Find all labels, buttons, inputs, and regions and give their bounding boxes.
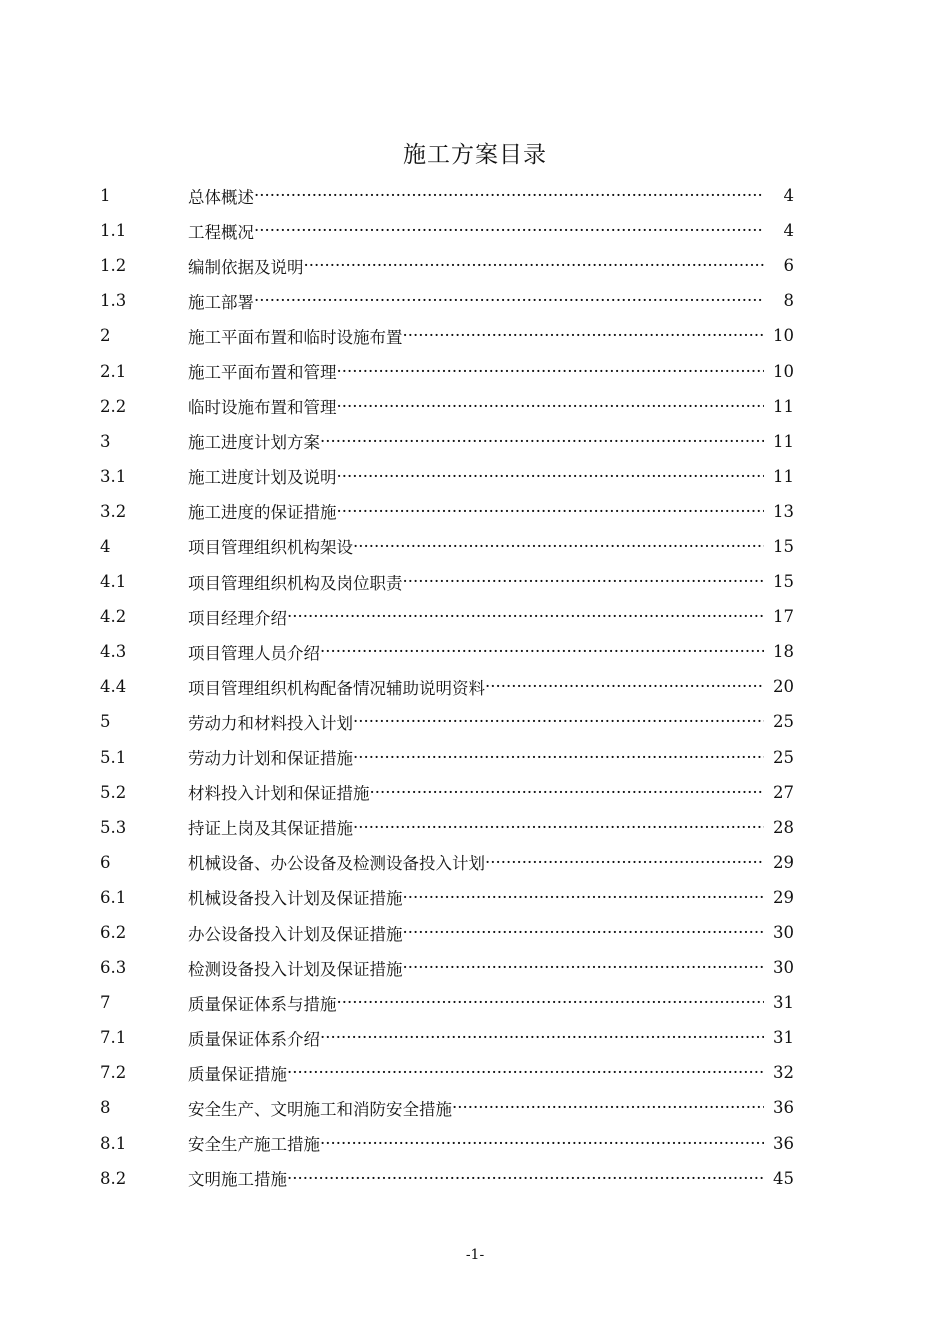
toc-leader-dots xyxy=(353,818,764,837)
toc-entry-number: 5.2 xyxy=(100,782,127,802)
toc-leader-dots xyxy=(337,467,765,486)
toc-entry-page: 36 xyxy=(773,1133,794,1153)
toc-entry[interactable] xyxy=(100,1020,794,1055)
toc-entry-number: 1.2 xyxy=(100,256,127,276)
toc-entry-number: 7 xyxy=(100,993,111,1013)
toc-entry-number: 6.3 xyxy=(100,958,127,978)
toc-entry-page: 30 xyxy=(773,923,794,943)
toc-entry[interactable] xyxy=(100,389,794,424)
toc-leader-dots xyxy=(254,186,764,205)
toc-entry[interactable] xyxy=(100,1090,794,1125)
toc-entry[interactable] xyxy=(100,915,794,950)
toc-entry[interactable] xyxy=(100,704,794,739)
toc-entry-page: 20 xyxy=(773,677,794,697)
toc-entry[interactable] xyxy=(100,494,794,529)
toc-entry-page: 15 xyxy=(773,536,794,556)
toc-entry-title: 项目经理介绍 xyxy=(188,608,287,628)
toc-entry[interactable] xyxy=(100,213,794,248)
page-number: -1- xyxy=(465,1247,485,1263)
toc-entry-page: 8 xyxy=(783,291,794,311)
toc-entry-page: 17 xyxy=(773,607,794,627)
toc-entry-number: 2 xyxy=(100,326,111,346)
toc-leader-dots xyxy=(320,1028,764,1047)
toc-entry-number: 5 xyxy=(100,712,111,732)
toc-entry[interactable] xyxy=(100,950,794,985)
toc-leader-dots xyxy=(403,888,765,907)
toc-entry-page: 29 xyxy=(773,852,794,872)
toc-entry-number: 4.1 xyxy=(100,572,127,592)
toc-entry-page: 45 xyxy=(773,1168,794,1188)
toc-entry[interactable] xyxy=(100,424,794,459)
toc-leader-dots xyxy=(337,502,765,521)
toc-entry-page: 31 xyxy=(773,1028,794,1048)
toc-entry-title: 施工平面布置和管理 xyxy=(188,363,337,383)
toc-entry-page: 29 xyxy=(773,887,794,907)
toc-leader-dots xyxy=(337,397,765,416)
toc-entry-number: 2.1 xyxy=(100,361,127,381)
toc-entry-title: 施工进度的保证措施 xyxy=(188,503,337,523)
toc-entry-page: 25 xyxy=(773,712,794,732)
toc-entry-page: 25 xyxy=(773,747,794,767)
toc-entry[interactable] xyxy=(100,283,794,318)
toc-entry-title: 工程概况 xyxy=(188,222,254,242)
toc-entry-title: 质量保证体系与措施 xyxy=(188,994,337,1014)
toc-entry-title: 安全生产施工措施 xyxy=(188,1135,320,1155)
toc-entry-page: 11 xyxy=(773,396,794,416)
toc-leader-dots xyxy=(320,432,764,451)
toc-entry-number: 3.2 xyxy=(100,501,127,521)
toc-entry[interactable] xyxy=(100,599,794,634)
toc-entry-number: 1 xyxy=(100,186,111,206)
toc-entry-title: 文明施工措施 xyxy=(188,1170,287,1190)
toc-entry-number: 8.2 xyxy=(100,1168,127,1188)
toc-entry-page: 36 xyxy=(773,1098,794,1118)
toc-entry-title: 材料投入计划和保证措施 xyxy=(188,784,370,804)
toc-entry-title: 办公设备投入计划及保证措施 xyxy=(188,924,403,944)
toc-entry-title: 质量保证体系介绍 xyxy=(188,1029,320,1049)
toc-leader-dots xyxy=(304,256,765,275)
toc-entry-page: 32 xyxy=(773,1063,794,1083)
toc-entry-title: 施工进度计划及说明 xyxy=(188,468,337,488)
toc-entry-title: 机械设备、办公设备及检测设备投入计划 xyxy=(188,854,485,874)
toc-entry-title: 质量保证措施 xyxy=(188,1064,287,1084)
toc-entry-title: 施工部署 xyxy=(188,292,254,312)
toc-entry-page: 11 xyxy=(773,466,794,486)
toc-leader-dots xyxy=(403,326,765,345)
toc-leader-dots xyxy=(403,572,765,591)
toc-entry-title: 项目管理人员介绍 xyxy=(188,643,320,663)
toc-entry-number: 4.2 xyxy=(100,607,127,627)
toc-entry-title: 总体概述 xyxy=(188,187,254,207)
toc-entry-page: 27 xyxy=(773,782,794,802)
toc-entry-number: 4.4 xyxy=(100,677,127,697)
toc-entry[interactable] xyxy=(100,1161,794,1196)
toc-entry-number: 4 xyxy=(100,536,111,556)
toc-entry-number: 5.1 xyxy=(100,747,127,767)
toc-leader-dots xyxy=(254,221,764,240)
toc-leader-dots xyxy=(337,362,765,381)
toc-entry-title: 项目管理组织机构架设 xyxy=(188,538,353,558)
toc-entry-number: 8 xyxy=(100,1098,111,1118)
toc-entry-title: 持证上岗及其保证措施 xyxy=(188,819,353,839)
toc-entry[interactable] xyxy=(100,318,794,353)
toc-entry-title: 劳动力和材料投入计划 xyxy=(188,713,353,733)
toc-entry-page: 4 xyxy=(783,221,794,241)
toc-entry-number: 7.1 xyxy=(100,1028,127,1048)
toc-entry-page: 11 xyxy=(773,431,794,451)
toc-leader-dots xyxy=(485,677,764,696)
toc-entry-title: 项目管理组织机构及岗位职责 xyxy=(188,573,403,593)
toc-entry-page: 6 xyxy=(783,256,794,276)
toc-entry[interactable] xyxy=(100,1055,794,1090)
toc-entry[interactable] xyxy=(100,529,794,564)
toc-leader-dots xyxy=(403,958,765,977)
toc-entry-number: 1.1 xyxy=(100,221,127,241)
toc-leader-dots xyxy=(353,712,764,731)
toc-entry-page: 31 xyxy=(773,993,794,1013)
toc-entry-title: 项目管理组织机构配备情况辅助说明资料 xyxy=(188,678,485,698)
toc-leader-dots xyxy=(320,1134,764,1153)
toc-entry[interactable] xyxy=(100,669,794,704)
toc-entry-number: 6.2 xyxy=(100,923,127,943)
toc-leader-dots xyxy=(403,923,765,942)
toc-leader-dots xyxy=(452,1098,764,1117)
toc-leader-dots xyxy=(370,783,765,802)
toc-entry[interactable] xyxy=(100,178,794,213)
toc-entry[interactable] xyxy=(100,1126,794,1161)
toc-entry-page: 4 xyxy=(783,186,794,206)
toc-entry[interactable] xyxy=(100,810,794,845)
toc-entry[interactable] xyxy=(100,845,794,880)
toc-leader-dots xyxy=(320,642,764,661)
toc-entry[interactable] xyxy=(100,740,794,775)
toc-entry-number: 6.1 xyxy=(100,887,127,907)
toc-entry-number: 8.1 xyxy=(100,1133,127,1153)
toc-entry[interactable] xyxy=(100,459,794,494)
toc-entry-number: 2.2 xyxy=(100,396,127,416)
toc-entry-number: 6 xyxy=(100,852,111,872)
toc-entry[interactable] xyxy=(100,775,794,810)
toc-entry-title: 检测设备投入计划及保证措施 xyxy=(188,959,403,979)
toc-leader-dots xyxy=(287,1169,764,1188)
toc-entry-page: 15 xyxy=(773,572,794,592)
toc-entry[interactable] xyxy=(100,985,794,1020)
toc-entry-number: 1.3 xyxy=(100,291,127,311)
toc-entry-title: 施工进度计划方案 xyxy=(188,433,320,453)
toc-entry-title: 机械设备投入计划及保证措施 xyxy=(188,889,403,909)
toc-entry-page: 13 xyxy=(773,501,794,521)
toc-entry-page: 10 xyxy=(773,361,794,381)
toc-entry[interactable] xyxy=(100,564,794,599)
toc-entry-title: 安全生产、文明施工和消防安全措施 xyxy=(188,1099,452,1119)
toc-entry-title: 临时设施布置和管理 xyxy=(188,398,337,418)
toc-entry-page: 18 xyxy=(773,642,794,662)
toc-leader-dots xyxy=(287,1063,764,1082)
page-title: 施工方案目录 xyxy=(403,142,547,168)
toc-leader-dots xyxy=(254,291,764,310)
toc-entry-number: 3 xyxy=(100,431,111,451)
table-of-contents xyxy=(100,178,794,1196)
toc-leader-dots xyxy=(337,993,765,1012)
toc-leader-dots xyxy=(353,748,764,767)
toc-entry-page: 10 xyxy=(773,326,794,346)
toc-entry[interactable] xyxy=(100,353,794,388)
toc-entry-number: 4.3 xyxy=(100,642,127,662)
toc-entry-title: 编制依据及说明 xyxy=(188,257,304,277)
toc-leader-dots xyxy=(485,853,764,872)
toc-entry-page: 30 xyxy=(773,958,794,978)
toc-leader-dots xyxy=(287,607,764,626)
toc-entry[interactable] xyxy=(100,248,794,283)
toc-entry-title: 劳动力计划和保证措施 xyxy=(188,749,353,769)
toc-entry[interactable] xyxy=(100,634,794,669)
toc-entry-number: 3.1 xyxy=(100,466,127,486)
toc-leader-dots xyxy=(353,537,764,556)
toc-entry[interactable] xyxy=(100,880,794,915)
toc-entry-title: 施工平面布置和临时设施布置 xyxy=(188,327,403,347)
toc-entry-page: 28 xyxy=(773,817,794,837)
toc-entry-number: 7.2 xyxy=(100,1063,127,1083)
toc-entry-number: 5.3 xyxy=(100,817,127,837)
